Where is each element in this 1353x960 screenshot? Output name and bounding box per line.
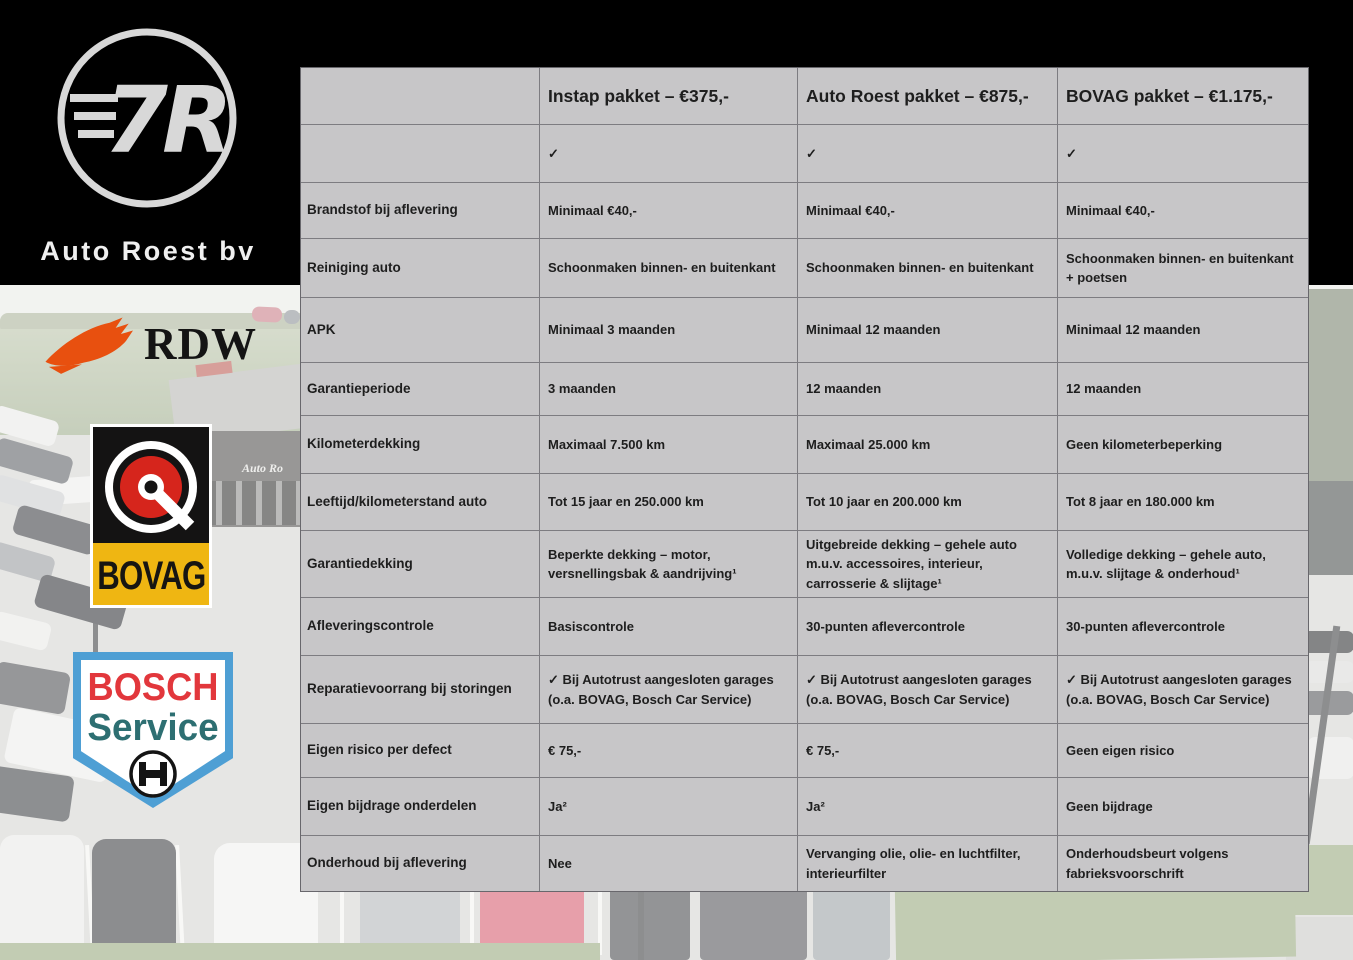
cell: ✓ <box>798 125 1058 182</box>
cell: Onderhoudsbeurt volgens fabrieksvoorschrift <box>1066 846 1229 881</box>
table-row <box>301 363 1308 416</box>
column-header: BOVAG pakket – €1.175,- <box>1066 85 1273 106</box>
row-label: APK <box>301 298 540 362</box>
bovag-wordmark-panel <box>93 543 209 605</box>
cell: ✓ <box>540 125 798 182</box>
cell: Tot 15 jaar en 250.000 km <box>540 474 798 530</box>
cell: Uitgebreide dekking – gehele auto m.u.v. accessoires, interieur, carrosserie & slijtage¹ <box>798 531 1058 597</box>
cell: ✓ <box>1066 145 1077 161</box>
cell: Minimaal 12 maanden <box>1066 322 1201 338</box>
cell: Schoonmaken binnen- en buitenkant + poetsen <box>1066 250 1294 285</box>
row-label <box>301 125 540 182</box>
cell: Volledige dekking – gehele auto, m.u.v. slijtage & onderhoud¹ <box>1066 546 1266 581</box>
table-row <box>301 778 1308 836</box>
cell: 30-punten aflevercontrole <box>1066 618 1225 634</box>
cell: ✓ Bij Autotrust aangesloten garages (o.a. BOVAG, Bosch Car Service) <box>798 656 1058 723</box>
corner-cell <box>301 68 540 124</box>
row-label: Leeftijd/kilometerstand auto <box>301 474 540 530</box>
table-header-row <box>301 68 1308 125</box>
row-label: Onderhoud bij aflevering <box>301 836 540 891</box>
table-row <box>301 598 1308 656</box>
cell: 3 maanden <box>540 363 798 415</box>
row-label: Brandstof bij aflevering <box>301 183 540 238</box>
bosch-armature-icon <box>125 748 181 800</box>
table-row <box>301 836 1308 891</box>
bosch-service-wordmark: Service <box>87 707 219 749</box>
cell: Beperkte dekking – motor, versnellingsbak & aandrijving¹ <box>540 531 798 597</box>
row-label: Reiniging auto <box>301 239 540 297</box>
table-row <box>301 298 1308 363</box>
bosch-wordmark: BOSCH <box>87 666 219 709</box>
cell: Geen kilometerbeperking <box>1066 436 1223 452</box>
column-header: Auto Roest pakket – €875,- <box>798 68 1058 124</box>
cell: Maximaal 25.000 km <box>798 416 1058 473</box>
brand-name: Auto Roest bv <box>40 236 256 266</box>
cell: € 75,- <box>798 724 1058 777</box>
package-table <box>300 67 1309 892</box>
bovag-logo <box>90 424 212 608</box>
table-row <box>301 125 1308 183</box>
row-label: Garantieperiode <box>301 363 540 415</box>
rdw-wordmark: RDW <box>144 319 257 369</box>
cell: Ja² <box>798 778 1058 835</box>
row-label: Afleveringscontrole <box>301 598 540 655</box>
table-row <box>301 474 1308 531</box>
cell: Geen eigen risico <box>1066 742 1175 758</box>
table-row <box>301 183 1308 239</box>
rdw-swoosh-icon <box>42 313 146 381</box>
table-row <box>301 724 1308 778</box>
cell: Minimaal 3 maanden <box>540 298 798 362</box>
cell: Minimaal €40,- <box>798 183 1058 238</box>
building-sign: Auto Ro <box>242 461 284 475</box>
row-label: Garantiedekking <box>301 531 540 597</box>
cell: Geen bijdrage <box>1066 798 1153 814</box>
cell: Tot 10 jaar en 200.000 km <box>798 474 1058 530</box>
cell: Tot 8 jaar en 180.000 km <box>1066 494 1215 510</box>
cell: Nee <box>540 836 798 891</box>
bovag-wordmark: BOVAG <box>96 553 206 598</box>
table-row <box>301 656 1308 724</box>
cell: Vervanging olie, olie- en luchtfilter, interieurfilter <box>798 836 1058 891</box>
cell: Schoonmaken binnen- en buitenkant <box>798 239 1058 297</box>
cell: 12 maanden <box>798 363 1058 415</box>
cell: Minimaal 12 maanden <box>798 298 1058 362</box>
cell: € 75,- <box>540 724 798 777</box>
table-row <box>301 416 1308 474</box>
cell: Ja² <box>540 778 798 835</box>
table-row <box>301 239 1308 298</box>
cell: ✓ Bij Autotrust aangesloten garages (o.a. BOVAG, Bosch Car Service) <box>540 656 798 723</box>
row-label: Kilometerdekking <box>301 416 540 473</box>
cell: Minimaal €40,- <box>540 183 798 238</box>
bovag-magnifier-icon <box>93 427 209 561</box>
cell: Minimaal €40,- <box>1066 202 1155 218</box>
cell: Basiscontrole <box>540 598 798 655</box>
cell: ✓ Bij Autotrust aangesloten garages (o.a. BOVAG, Bosch Car Service) <box>1066 672 1292 707</box>
svg-text:7R: 7R <box>104 67 227 174</box>
rdw-logo <box>42 312 257 382</box>
bosch-service-logo <box>73 652 233 808</box>
cell: 30-punten aflevercontrole <box>798 598 1058 655</box>
cell: Maximaal 7.500 km <box>540 416 798 473</box>
cell: 12 maanden <box>1066 381 1142 397</box>
bovag-emblem <box>93 427 209 543</box>
row-label: Eigen bijdrage onderdelen <box>301 778 540 835</box>
column-header: Instap pakket – €375,- <box>540 68 798 124</box>
row-label: Eigen risico per defect <box>301 724 540 777</box>
row-label: Reparatievoorrang bij storingen <box>301 656 540 723</box>
table-row <box>301 531 1308 598</box>
auto-roest-7r-logo-icon <box>42 12 252 228</box>
cell: Schoonmaken binnen- en buitenkant <box>540 239 798 297</box>
